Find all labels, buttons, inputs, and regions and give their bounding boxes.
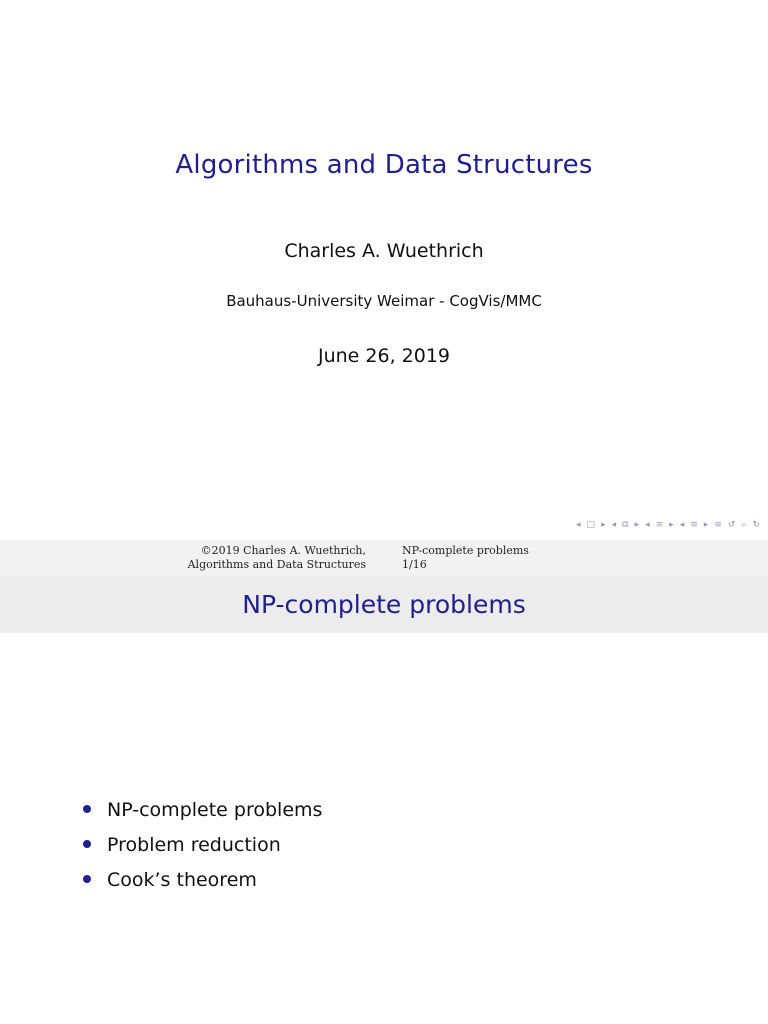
nav-back-icon[interactable]: ↺ [727, 520, 736, 530]
list-item-text: Problem reduction [107, 834, 281, 856]
nav-prev-slide-icon[interactable]: ◂ [576, 520, 581, 530]
beamer-navigation-bar [576, 520, 760, 530]
list-item-text: NP-complete problems [107, 799, 323, 821]
footline-page-number: 1/16 [402, 558, 427, 571]
list-item [82, 795, 322, 830]
list-item [82, 830, 322, 865]
bullet-icon [83, 875, 91, 883]
presentation-title: Algorithms and Data Structures [175, 150, 593, 180]
nav-frame-icon[interactable]: ⧉ [622, 520, 629, 530]
nav-subsection-icon[interactable]: ≡ [655, 520, 664, 530]
nav-prev-subsection-icon[interactable]: ◂ [645, 520, 650, 530]
nav-slide-icon[interactable]: □ [586, 520, 596, 530]
bullet-icon [83, 805, 91, 813]
list-item [82, 865, 322, 900]
footline-left [188, 544, 366, 572]
footline-copyright: ©2019 Charles A. Wuethrich, [200, 544, 366, 557]
slide-footline [0, 540, 768, 576]
frame-title-bar [0, 576, 768, 633]
nav-prev-section-icon[interactable]: ◂ [679, 520, 685, 530]
nav-next-subsection-icon[interactable]: ▸ [669, 520, 674, 530]
footline-section-title: NP-complete problems [402, 544, 529, 557]
nav-prev-frame-icon[interactable]: ◂ [611, 520, 617, 530]
nav-document-icon[interactable]: ≡ [714, 520, 722, 530]
nav-next-slide-icon[interactable]: ▸ [601, 520, 606, 530]
footline-right [402, 544, 529, 572]
bullet-list [82, 795, 322, 900]
footline-course-title: Algorithms and Data Structures [187, 558, 366, 571]
list-item-text: Cook’s theorem [107, 869, 257, 891]
author-name: Charles A. Wuethrich [284, 240, 484, 262]
nav-next-frame-icon[interactable]: ▸ [634, 520, 640, 530]
nav-forward-icon[interactable]: ↻ [752, 520, 760, 530]
frame-title: NP-complete problems [242, 590, 526, 619]
nav-section-icon[interactable]: ≡ [690, 520, 698, 530]
nav-next-section-icon[interactable]: ▸ [703, 520, 709, 530]
presentation-date: June 26, 2019 [317, 345, 451, 367]
bullet-icon [83, 840, 91, 848]
nav-search-icon[interactable]: ⌕ [741, 520, 747, 530]
institute-name: Bauhaus-University Weimar - CogVis/MMC [226, 292, 542, 310]
